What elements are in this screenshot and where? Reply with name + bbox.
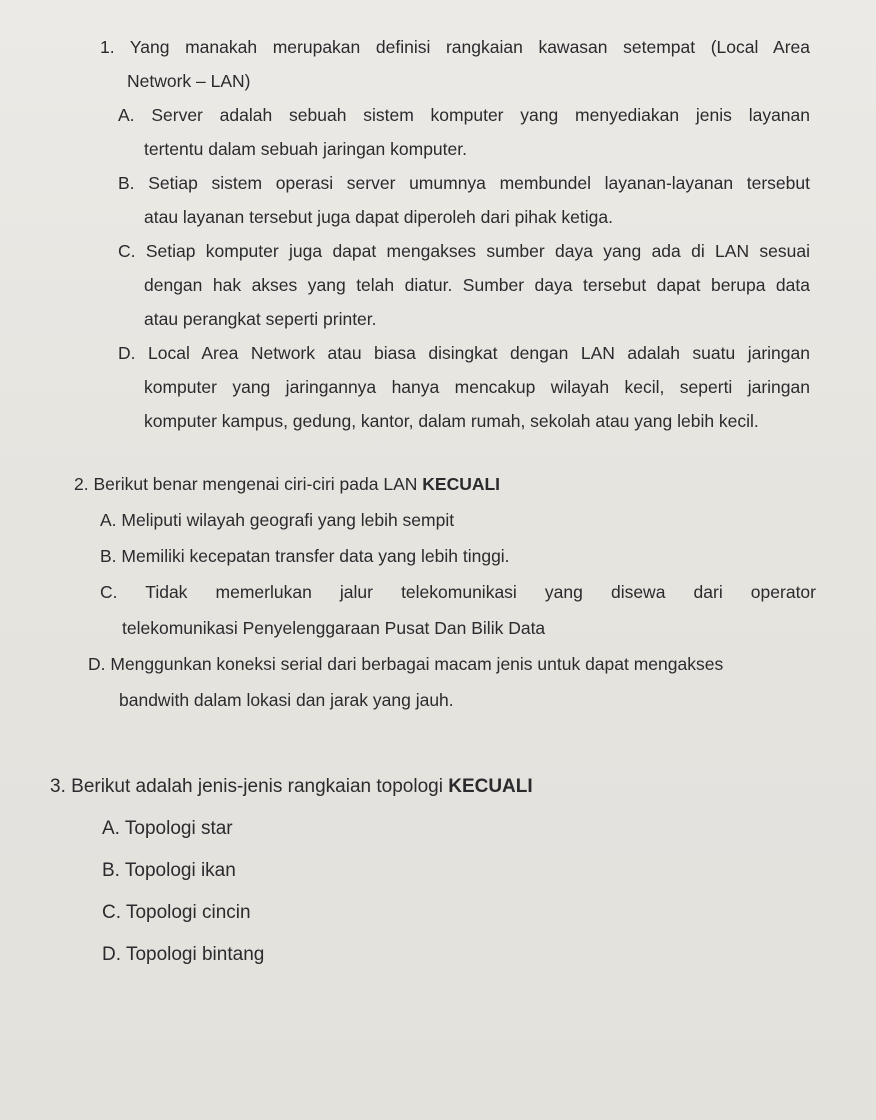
emphasis-keyword: KECUALI	[422, 474, 501, 494]
option-text: Local Area Network atau biasa disingkat dengan LAN adalah suatu jaringan	[148, 343, 810, 363]
option-text: atau layanan tersebut juga dapat diperoleh dari pihak ketiga.	[144, 207, 613, 227]
option-text: Setiap sistem operasi server umumnya membundel layanan-layanan tersebut	[148, 173, 810, 193]
option-text: bandwith dalam lokasi dan jarak yang jauh.	[119, 690, 454, 710]
option-letter: D.	[88, 654, 106, 674]
option-c[interactable]	[100, 234, 810, 336]
option-text: telekomunikasi Penyelenggaraan Pusat Dan Bilik Data	[122, 618, 546, 638]
question-number: 2.	[74, 474, 89, 494]
option-text: Topologi bintang	[125, 944, 265, 965]
question-3	[50, 766, 533, 976]
option-c[interactable]	[74, 574, 844, 646]
option-letter: C.	[118, 241, 136, 261]
option-text: Tidak memerlukan jalur telekomunikasi yang disewa dari operator	[145, 582, 816, 602]
option-letter: A.	[118, 105, 135, 125]
question-stem: 1. Yang manakah merupakan definisi rangkaian kawasan setempat (Local Area	[100, 37, 811, 57]
option-d[interactable]	[100, 336, 810, 438]
option-a[interactable]	[50, 808, 533, 850]
option-text: Topologi cincin	[125, 902, 251, 923]
question-number: 1.	[100, 37, 115, 57]
option-text: Menggunkan koneksi serial dari berbagai macam jenis untuk dapat mengakses	[110, 654, 724, 674]
emphasis-keyword: KECUALI	[448, 776, 533, 797]
option-letter: D.	[102, 944, 121, 965]
option-text: dengan hak akses yang telah diatur. Sumber daya tersebut dapat berupa data	[144, 275, 810, 295]
option-letter: C.	[102, 902, 121, 923]
option-d[interactable]	[74, 646, 844, 718]
option-text: Topologi ikan	[124, 860, 236, 881]
option-letter: B.	[118, 173, 135, 193]
option-letter: A.	[100, 510, 117, 530]
question-stem: 3. Berikut adalah jenis-jenis rangkaian topologi KECUALI	[50, 776, 533, 797]
option-b[interactable]	[50, 850, 533, 892]
option-b[interactable]	[74, 538, 844, 574]
question-number: 3.	[50, 776, 66, 797]
option-letter: B.	[100, 546, 117, 566]
option-text: komputer kampus, gedung, kantor, dalam rumah, sekolah atau yang lebih kecil.	[144, 411, 759, 431]
option-text: Meliputi wilayah geografi yang lebih sempit	[121, 510, 455, 530]
option-text: tertentu dalam sebuah jaringan komputer.	[144, 139, 467, 159]
option-letter: A.	[102, 818, 120, 839]
option-text: Setiap komputer juga dapat mengakses sumber daya yang ada di LAN sesuai	[145, 241, 810, 261]
question-stem: 2. Berikut benar mengenai ciri-ciri pada LAN KECUALI	[74, 474, 501, 494]
option-a[interactable]	[74, 502, 844, 538]
option-text: Server adalah sebuah sistem komputer yang menyediakan jenis layanan	[151, 105, 810, 125]
question-2	[74, 466, 844, 718]
option-text: komputer yang jaringannya hanya mencakup wilayah kecil, seperti jaringan	[144, 377, 810, 397]
option-letter: B.	[102, 860, 120, 881]
option-letter: D.	[118, 343, 136, 363]
option-letter: C.	[100, 582, 118, 602]
question-stem-continued: Network – LAN)	[127, 71, 251, 91]
option-c[interactable]	[50, 892, 533, 934]
option-text: atau perangkat seperti printer.	[144, 309, 377, 329]
question-1	[100, 30, 810, 438]
option-a[interactable]	[100, 98, 810, 166]
option-text: Memiliki kecepatan transfer data yang lebih tinggi.	[121, 546, 510, 566]
option-text: Topologi star	[124, 818, 233, 839]
option-d[interactable]	[50, 934, 533, 976]
option-b[interactable]	[100, 166, 810, 234]
